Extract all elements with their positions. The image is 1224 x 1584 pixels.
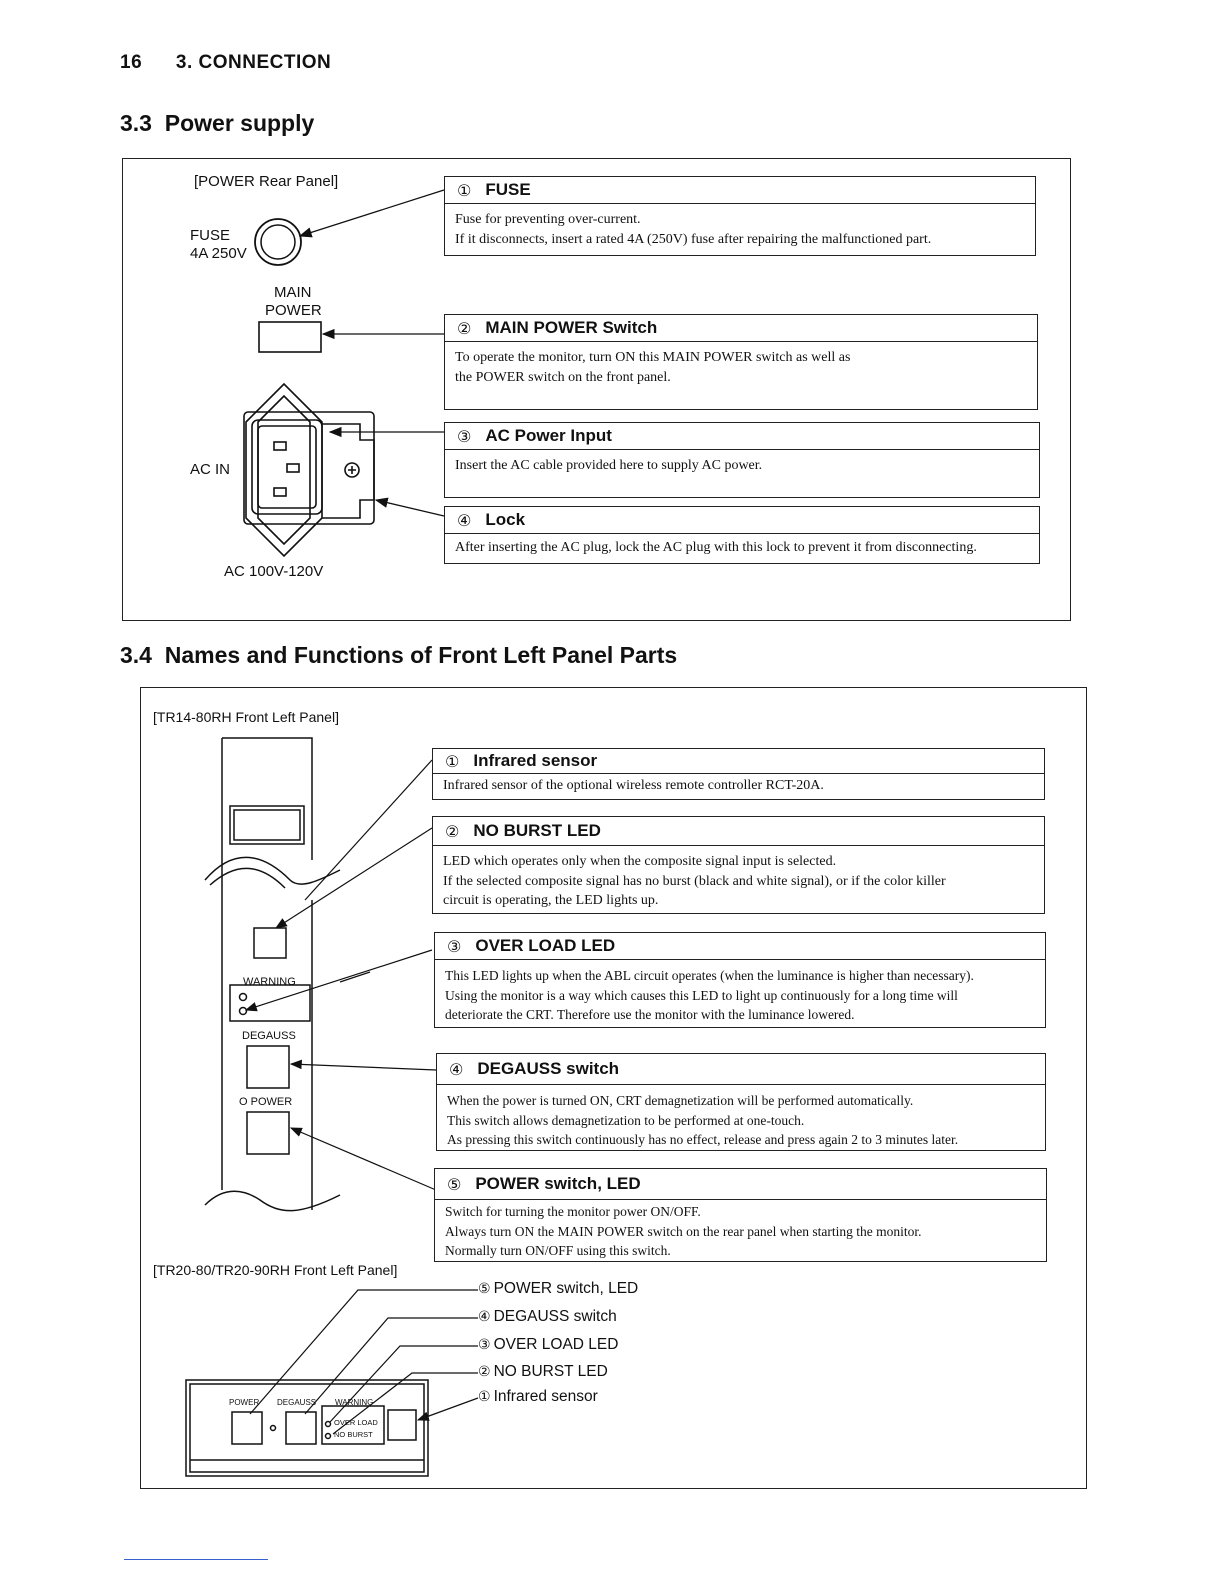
power-button-icon	[247, 1112, 289, 1154]
body-line: Switch for turning the monitor power ON/OFF.	[445, 1204, 701, 1219]
body-line: LED which operates only when the composite signal input is selected.	[443, 854, 837, 869]
fuse-label: FUSE	[190, 227, 231, 244]
over-load-led-box-body	[435, 960, 1045, 1029]
power-label: O POWER	[239, 1096, 293, 1108]
item-title: OVER LOAD LED	[475, 936, 616, 955]
power-switch-box-body	[435, 1200, 1046, 1265]
item-title: FUSE	[485, 180, 531, 199]
no-burst-led-box	[432, 816, 1045, 914]
small-overload-label: OVER LOAD	[334, 1418, 378, 1427]
power-switch-box-title	[435, 1169, 1046, 1200]
legend-item	[478, 1280, 638, 1298]
section-3-3-title: 3.3 Power supply	[120, 110, 315, 136]
body-line: This LED lights up when the ABL circuit operates (when the luminance is higher than necessary).	[445, 968, 974, 983]
main-power-label: MAIN	[274, 284, 312, 301]
infrared-sensor-window-icon	[230, 806, 304, 844]
legend-text: OVER LOAD LED	[493, 1336, 619, 1353]
body-line: Normally turn ON/OFF using this switch.	[445, 1243, 671, 1258]
item-number: ③	[457, 426, 472, 446]
legend-item	[478, 1363, 608, 1381]
item-number: ②	[457, 318, 472, 338]
item-number: ②	[445, 821, 460, 841]
infrared-sensor-box-body	[433, 774, 1044, 800]
legend-item	[478, 1336, 618, 1354]
small-warning-label: WARNING	[335, 1398, 374, 1407]
infrared-sensor-box	[432, 748, 1045, 800]
item-title: NO BURST LED	[473, 821, 601, 840]
small-degauss-label: DEGAUSS	[277, 1398, 317, 1407]
legend-text: NO BURST LED	[493, 1363, 608, 1380]
body-line: When the power is turned ON, CRT demagnetization will be performed automatically.	[447, 1093, 914, 1108]
body-line: deteriorate the CRT. Therefore use the monitor with the luminance lowered.	[445, 1007, 855, 1022]
item-number: ④	[449, 1059, 464, 1079]
item-title: POWER switch, LED	[475, 1174, 641, 1193]
degauss-label: DEGAUSS	[242, 1030, 296, 1042]
body-line: Using the monitor is a way which causes this LED to light up continuously for a long time will	[445, 987, 958, 1003]
no-burst-led-box-title	[433, 817, 1044, 846]
body-line: the POWER switch on the front panel.	[455, 369, 671, 385]
warning-label: WARNING	[243, 976, 296, 988]
panel2-title: [TR20-80/TR20-90RH Front Left Panel]	[153, 1262, 398, 1278]
chapter-title: 3. CONNECTION	[175, 52, 332, 73]
ac-in-label: AC IN	[190, 461, 231, 478]
small-infrared-sensor-icon	[388, 1410, 416, 1440]
body-line: To operate the monitor, turn ON this MAIN POWER switch as well as	[455, 350, 851, 365]
item-title: DEGAUSS switch	[477, 1059, 620, 1078]
page-number: 16	[120, 52, 143, 73]
item-number: ①	[457, 180, 472, 200]
legend-item	[478, 1388, 598, 1406]
body-line: If the selected composite signal has no burst (black and white signal), or if the color killer	[443, 873, 946, 889]
footer-rule	[124, 1559, 268, 1560]
body-line: Fuse for preventing over-current.	[455, 212, 641, 227]
item-title: MAIN POWER Switch	[485, 318, 658, 337]
legend-number: ④	[478, 1309, 491, 1325]
over-load-led-box	[434, 932, 1046, 1028]
small-noburst-label: NO BURST	[334, 1430, 373, 1439]
legend-text: DEGAUSS switch	[493, 1308, 617, 1325]
item-title: Lock	[485, 510, 526, 529]
small-degauss-button-icon	[286, 1412, 316, 1444]
body-line: As pressing this switch continuously has no effect, release and press again 2 to 3 minutes later.	[447, 1132, 959, 1147]
rear-panel-title: [POWER Rear Panel]	[194, 173, 339, 190]
legend-item	[478, 1308, 617, 1326]
body-line: circuit is operating, the LED lights up.	[443, 893, 659, 908]
ac-voltage-label: AC 100V-120V	[224, 563, 324, 580]
body-line: After inserting the AC plug, lock the AC plug with this lock to prevent it from disconnecting.	[455, 540, 977, 555]
power-switch-box	[434, 1168, 1047, 1262]
body-line: This switch allows demagnetization to be performed at one-touch.	[447, 1112, 805, 1128]
legend-text: POWER switch, LED	[493, 1280, 639, 1297]
small-power-button-icon	[232, 1412, 262, 1444]
degauss-switch-box	[436, 1053, 1046, 1151]
section-3-4-title: 3.4 Names and Functions of Front Left Panel Parts	[120, 642, 678, 668]
item-number: ③	[447, 936, 462, 956]
legend-number: ①	[478, 1389, 491, 1405]
body-line: If it disconnects, insert a rated 4A (250V) fuse after repairing the malfunctioned part.	[455, 231, 932, 247]
item-number: ①	[445, 751, 460, 771]
item-title: Infrared sensor	[473, 751, 598, 770]
degauss-switch-box-body	[437, 1085, 1045, 1154]
item-number: ④	[457, 510, 472, 530]
over-load-led-box-title	[435, 933, 1045, 960]
body-line: Insert the AC cable provided here to supply AC power.	[455, 458, 763, 473]
legend-text: Infrared sensor	[493, 1388, 598, 1405]
item-title: AC Power Input	[485, 426, 612, 445]
legend-number: ②	[478, 1364, 491, 1380]
body-line: Infrared sensor of the optional wireless remote controller RCT-20A.	[443, 778, 824, 793]
body-line: Always turn ON the MAIN POWER switch on the rear panel when starting the monitor.	[445, 1223, 922, 1239]
legend-number: ⑤	[478, 1281, 491, 1297]
degauss-button-icon	[247, 1046, 289, 1088]
fuse-rating-label: 4A 250V	[190, 245, 247, 262]
legend-number: ③	[478, 1337, 491, 1353]
item-number: ⑤	[447, 1174, 462, 1194]
main-power-label-2: POWER	[265, 302, 322, 319]
small-power-label: POWER	[229, 1398, 260, 1407]
no-burst-led-icon	[254, 928, 286, 958]
degauss-switch-box-title	[437, 1054, 1045, 1085]
panel1-title: [TR14-80RH Front Left Panel]	[153, 709, 339, 725]
no-burst-led-box-body	[433, 846, 1044, 915]
infrared-sensor-box-title	[433, 749, 1044, 774]
